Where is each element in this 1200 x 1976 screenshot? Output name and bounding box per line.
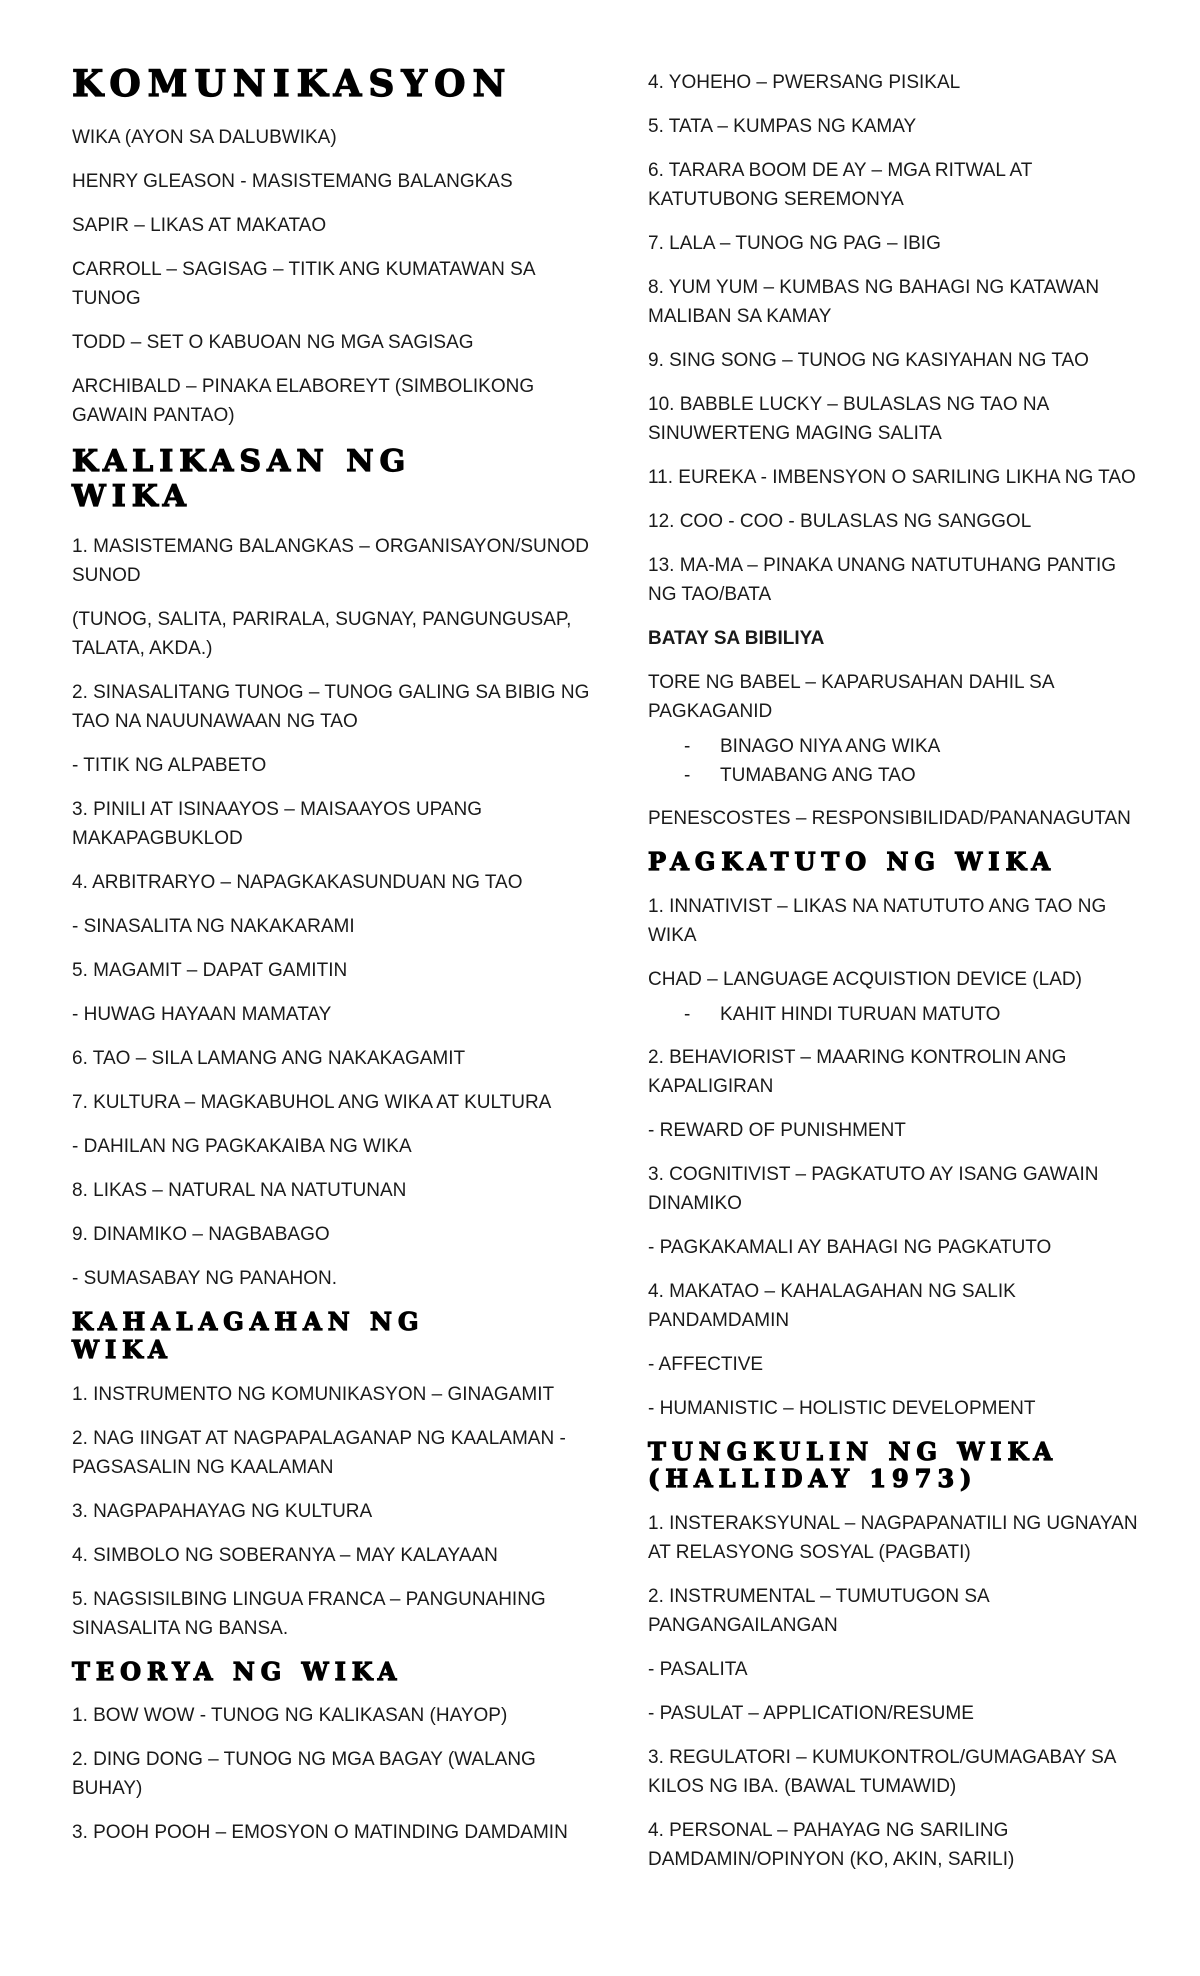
text-line: 12. COO - COO - BULASLAS NG SANGGOL [648, 511, 1032, 532]
text-line: 3. POOH POOH – EMOSYON O MATINDING DAMDAMIN [72, 1822, 568, 1844]
text-line: - HUMANISTIC – HOLISTIC DEVELOPMENT [648, 1397, 1036, 1419]
text-line: 2. INSTRUMENTAL – TUMUTUGON SA PANGANGAILANGAN [648, 1585, 989, 1636]
text-line: 7. LALA – TUNOG NG PAG – IBIG [648, 233, 941, 254]
text-line: WIKA (AYON SA DALUBWIKA) [72, 127, 337, 149]
text-line: 1. MASISTEMANG BALANGKAS – ORGANISAYON/SUNOD SUNOD [72, 536, 589, 587]
text-line: PENESCOSTES – RESPONSIBILIDAD/PANANAGUTAN [648, 808, 1131, 829]
text-line: 4. YOHEHO – PWERSANG PISIKAL [648, 72, 961, 93]
text-line: SAPIR – LIKAS AT MAKATAO [72, 215, 327, 237]
heading-kalikasan: KALIKASAN NG WIKA [72, 444, 412, 514]
list-item: - KAHIT HINDI TURUAN MATUTO [648, 1000, 1148, 1029]
text-line: CHAD – LANGUAGE ACQUISTION DEVICE (LAD) [648, 968, 1082, 990]
text-line: 9. SING SONG – TUNOG NG KASIYAHAN NG TAO [648, 350, 1089, 371]
text-line: - PASULAT – APPLICATION/RESUME [648, 1702, 974, 1724]
text-line: - PASALITA [648, 1658, 748, 1680]
heading-kahalagahan: KAHALAGAHAN NG WIKA [72, 1307, 425, 1364]
subheading-batay-sa-bibliya: BATAY SA BIBILIYA [648, 628, 825, 649]
text-line: ARCHIBALD – PINAKA ELABOREYT (SIMBOLIKONG GAWAIN PANTAO) [72, 376, 535, 427]
heading-tungkulin: TUNGKULIN NG WIKA (HALLIDAY 1973) [648, 1436, 1059, 1494]
heading-teorya: TEORYA NG WIKA [72, 1656, 403, 1686]
text-line: 1. INSTRUMENTO NG KOMUNIKASYON – GINAGAMIT [72, 1383, 555, 1405]
text-line: 11. EUREKA - IMBENSYON O SARILING LIKHA NG TAO [648, 467, 1136, 488]
text-line: - SUMASABAY NG PANAHON. [72, 1268, 337, 1290]
text-line: 2. SINASALITANG TUNOG – TUNOG GALING SA BIBIG NG TAO NA NAUUNAWAAN NG TAO [72, 682, 590, 733]
bullet-list [648, 732, 1148, 790]
text-line: 4. MAKATAO – KAHALAGAHAN NG SALIK PANDAMDAMIN [648, 1280, 1016, 1331]
bullet-list [648, 1000, 1148, 1029]
text-line: 8. YUM YUM – KUMBAS NG BAHAGI NG KATAWAN MALIBAN SA KAMAY [648, 277, 1100, 327]
heading-komunikasyon: KOMUNIKASYON [72, 63, 513, 105]
text-line: (TUNOG, SALITA, PARIRALA, SUGNAY, PANGUNGUSAP, TALATA, AKDA.) [72, 609, 572, 660]
text-line: 5. NAGSISILBING LINGUA FRANCA – PANGUNAHING SINASALITA NG BANSA. [72, 1588, 546, 1639]
text-line: 6. TAO – SILA LAMANG ANG NAKAKAGAMIT [72, 1048, 466, 1070]
text-line: 2. DING DONG – TUNOG NG MGA BAGAY (WALANG BUHAY) [72, 1749, 536, 1800]
text-line: 6. TARARA BOOM DE AY – MGA RITWAL AT KATUTUBONG SEREMONYA [648, 160, 1032, 210]
text-line: 7. KULTURA – MAGKABUHOL ANG WIKA AT KULTURA [72, 1092, 552, 1114]
text-line: 1. BOW WOW - TUNOG NG KALIKASAN (HAYOP) [72, 1705, 508, 1727]
text-line: 3. REGULATORI – KUMUKONTROL/GUMAGABAY SA KILOS NG IBA. (BAWAL TUMAWID) [648, 1746, 1116, 1797]
text-line: 2. BEHAVIORIST – MAARING KONTROLIN ANG KAPALIGIRAN [648, 1046, 1067, 1097]
text-line: 3. NAGPAPAHAYAG NG KULTURA [72, 1500, 373, 1522]
text-line: - REWARD OF PUNISHMENT [648, 1119, 906, 1141]
text-line: TODD – SET O KABUOAN NG MGA SAGISAG [72, 332, 474, 354]
text-line: 5. TATA – KUMPAS NG KAMAY [648, 116, 917, 137]
right-column [648, 68, 1148, 1889]
heading-pagkatuto: PAGKATUTO NG WIKA [648, 847, 1056, 876]
text-line: 1. INNATIVIST – LIKAS NA NATUTUTO ANG TAO NG WIKA [648, 895, 1107, 946]
list-item: - BINAGO NIYA ANG WIKA [648, 732, 1148, 761]
text-line: 4. SIMBOLO NG SOBERANYA – MAY KALAYAAN [72, 1544, 498, 1566]
text-line: 5. MAGAMIT – DAPAT GAMITIN [72, 960, 348, 982]
text-line: 3. COGNITIVIST – PAGKATUTO AY ISANG GAWAIN DINAMIKO [648, 1163, 1099, 1214]
text-line: 9. DINAMIKO – NAGBABAGO [72, 1224, 330, 1246]
text-line: 4. ARBITRARYO – NAPAGKAKASUNDUAN NG TAO [72, 872, 523, 894]
list-item: - TUMABANG ANG TAO [648, 761, 1148, 790]
text-line: - DAHILAN NG PAGKAKAIBA NG WIKA [72, 1136, 412, 1158]
text-line: 10. BABBLE LUCKY – BULASLAS NG TAO NA SINUWERTENG MAGING SALITA [648, 394, 1049, 444]
text-line: 1. INSTERAKSYUNAL – NAGPAPANATILI NG UGNAYAN AT RELASYONG SOSYAL (PAGBATI) [648, 1512, 1138, 1563]
text-line: - TITIK NG ALPABETO [72, 755, 267, 777]
text-line: 3. PINILI AT ISINAAYOS – MAISAAYOS UPANG MAKAPAGBUKLOD [72, 799, 483, 850]
text-line: 8. LIKAS – NATURAL NA NATUTUNAN [72, 1180, 407, 1202]
text-line: TORE NG BABEL – KAPARUSAHAN DAHIL SA PAGKAGANID [648, 672, 1054, 722]
text-line: 2. NAG IINGAT AT NAGPAPALAGANAP NG KAALAMAN - PAGSASALIN NG KAALAMAN [72, 1427, 566, 1478]
text-line: CARROLL – SAGISAG – TITIK ANG KUMATAWAN SA TUNOG [72, 259, 535, 310]
text-line: - HUWAG HAYAAN MAMATAY [72, 1004, 332, 1026]
left-column [72, 64, 592, 1862]
text-line: - SINASALITA NG NAKAKARAMI [72, 916, 355, 938]
text-line: 4. PERSONAL – PAHAYAG NG SARILING DAMDAMIN/OPINYON (KO, AKIN, SARILI) [648, 1819, 1015, 1870]
text-line: - PAGKAKAMALI AY BAHAGI NG PAGKATUTO [648, 1236, 1052, 1258]
text-line: HENRY GLEASON - MASISTEMANG BALANGKAS [72, 171, 513, 193]
text-line: 13. MA-MA – PINAKA UNANG NATUTUHANG PANTIG NG TAO/BATA [648, 555, 1117, 605]
text-line: - AFFECTIVE [648, 1353, 764, 1375]
